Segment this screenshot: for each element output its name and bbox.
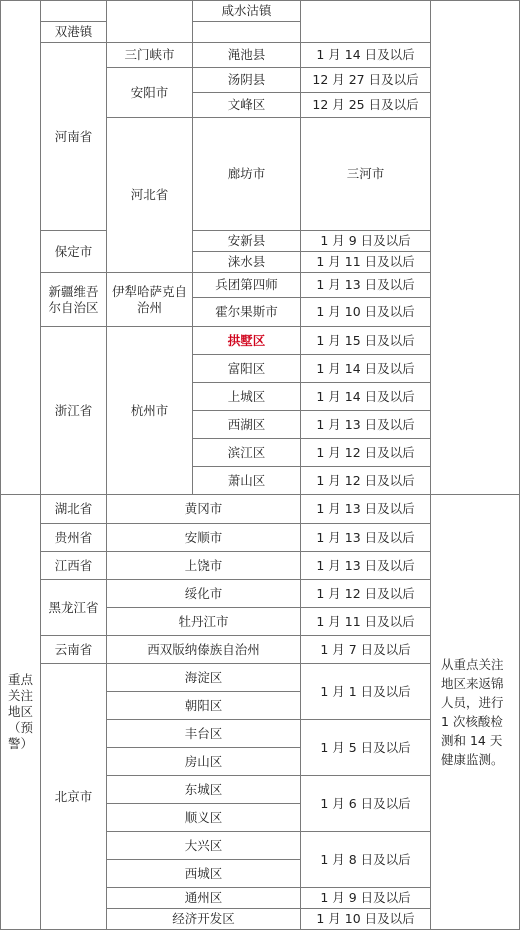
date-cell: 1 月 13 日及以后 bbox=[301, 552, 431, 580]
category-cell bbox=[1, 1, 41, 495]
city-district-cell: 绥化市 bbox=[107, 580, 301, 608]
city-district-cell: 黄冈市 bbox=[107, 495, 301, 524]
city-district-cell: 经济开发区 bbox=[107, 909, 301, 930]
date-cell: 1 月 12 日及以后 bbox=[301, 439, 431, 467]
district-cell: 文峰区 bbox=[193, 93, 301, 118]
table-row bbox=[1, 1, 520, 22]
city-district-cell: 西城区 bbox=[107, 860, 301, 888]
city-district-cell: 顺义区 bbox=[107, 804, 301, 832]
city-cell: 伊犁哈萨克自治州 bbox=[107, 273, 193, 327]
date-cell: 1 月 7 日及以后 bbox=[301, 636, 431, 664]
city-district-cell: 房山区 bbox=[107, 748, 301, 776]
district-cell: 西湖区 bbox=[193, 411, 301, 439]
date-cell: 1 月 9 日及以后 bbox=[301, 231, 431, 252]
province-cell: 江西省 bbox=[41, 552, 107, 580]
province-cell: 河南省 bbox=[41, 43, 107, 231]
district-cell: 萧山区 bbox=[193, 467, 301, 495]
district-cell: 咸水沽镇 bbox=[193, 1, 301, 22]
district-cell: 双港镇 bbox=[41, 22, 107, 43]
district-cell: 上城区 bbox=[193, 383, 301, 411]
province-cell: 贵州省 bbox=[41, 524, 107, 552]
date-cell: 1 月 13 日及以后 bbox=[301, 524, 431, 552]
city-cell: 三门峡市 bbox=[107, 43, 193, 68]
city-district-cell: 朝阳区 bbox=[107, 692, 301, 720]
date-cell: 1 月 11 日及以后 bbox=[301, 252, 431, 273]
category-cell: 重点关注地区（预警） bbox=[1, 495, 41, 930]
province-cell: 浙江省 bbox=[41, 327, 107, 495]
district-cell: 富阳区 bbox=[193, 355, 301, 383]
city-district-cell: 通州区 bbox=[107, 888, 301, 909]
date-cell: 1 月 8 日及以后 bbox=[301, 832, 431, 888]
date-cell: 1 月 14 日及以后 bbox=[301, 43, 431, 68]
date-cell: 1 月 13 日及以后 bbox=[301, 495, 431, 524]
province-cell: 河北省 bbox=[107, 118, 193, 273]
district-cell: 拱墅区 bbox=[193, 327, 301, 355]
city-district-cell: 东城区 bbox=[107, 776, 301, 804]
province-cell: 湖北省 bbox=[41, 495, 107, 524]
city-cell: 保定市 bbox=[41, 231, 107, 273]
district-cell: 安新县 bbox=[193, 231, 301, 252]
district-cell: 渑池县 bbox=[193, 43, 301, 68]
city-district-cell: 牡丹江市 bbox=[107, 608, 301, 636]
city-district-cell: 大兴区 bbox=[107, 832, 301, 860]
date-cell: 1 月 14 日及以后 bbox=[301, 355, 431, 383]
district-cell: 滨江区 bbox=[193, 439, 301, 467]
date-cell: 1 月 12 日及以后 bbox=[301, 580, 431, 608]
date-cell: 1 月 9 日及以后 bbox=[301, 888, 431, 909]
date-cell: 1 月 6 日及以后 bbox=[301, 776, 431, 832]
date-cell: 1 月 1 日及以后 bbox=[301, 664, 431, 720]
date-cell: 12 月 25 日及以后 bbox=[301, 93, 431, 118]
date-cell: 1 月 13 日及以后 bbox=[301, 411, 431, 439]
table-row bbox=[1, 495, 520, 524]
note-cell: 从重点关注地区来返锦人员，进行 1 次核酸检测和 14 天健康监测。 bbox=[431, 495, 520, 930]
city-cell: 安阳市 bbox=[107, 68, 193, 118]
date-cell: 1 月 12 日及以后 bbox=[301, 467, 431, 495]
date-cell bbox=[301, 1, 431, 43]
date-cell: 1 月 14 日及以后 bbox=[301, 383, 431, 411]
city-cell: 杭州市 bbox=[107, 327, 193, 495]
province-cell: 北京市 bbox=[41, 664, 107, 930]
district-cell: 汤阴县 bbox=[193, 68, 301, 93]
city-district-cell: 安顺市 bbox=[107, 524, 301, 552]
date-cell: 1 月 10 日及以后 bbox=[301, 909, 431, 930]
province-cell: 新疆维吾尔自治区 bbox=[41, 273, 107, 327]
city-district-cell: 上饶市 bbox=[107, 552, 301, 580]
district-cell: 霍尔果斯市 bbox=[193, 298, 301, 327]
province-cell: 云南省 bbox=[41, 636, 107, 664]
district-cell: 兵团第四师 bbox=[193, 273, 301, 298]
city-district-cell: 丰台区 bbox=[107, 720, 301, 748]
date-cell: 1 月 10 日及以后 bbox=[301, 298, 431, 327]
district-cell: 涞水县 bbox=[193, 252, 301, 273]
date-cell: 1 月 5 日及以后 bbox=[301, 720, 431, 776]
city-cell bbox=[107, 1, 193, 43]
city-cell: 廊坊市 bbox=[193, 118, 301, 231]
province-cell bbox=[41, 1, 107, 22]
city-district-cell: 海淀区 bbox=[107, 664, 301, 692]
city-district-cell: 西双版纳傣族自治州 bbox=[107, 636, 301, 664]
district-cell: 三河市 bbox=[301, 118, 431, 231]
date-cell: 1 月 13 日及以后 bbox=[301, 273, 431, 298]
date-cell: 1 月 15 日及以后 bbox=[301, 327, 431, 355]
note-cell bbox=[431, 1, 520, 495]
province-cell: 黑龙江省 bbox=[41, 580, 107, 636]
date-cell: 1 月 11 日及以后 bbox=[301, 608, 431, 636]
date-cell: 12 月 27 日及以后 bbox=[301, 68, 431, 93]
region-table-body bbox=[1, 1, 520, 930]
